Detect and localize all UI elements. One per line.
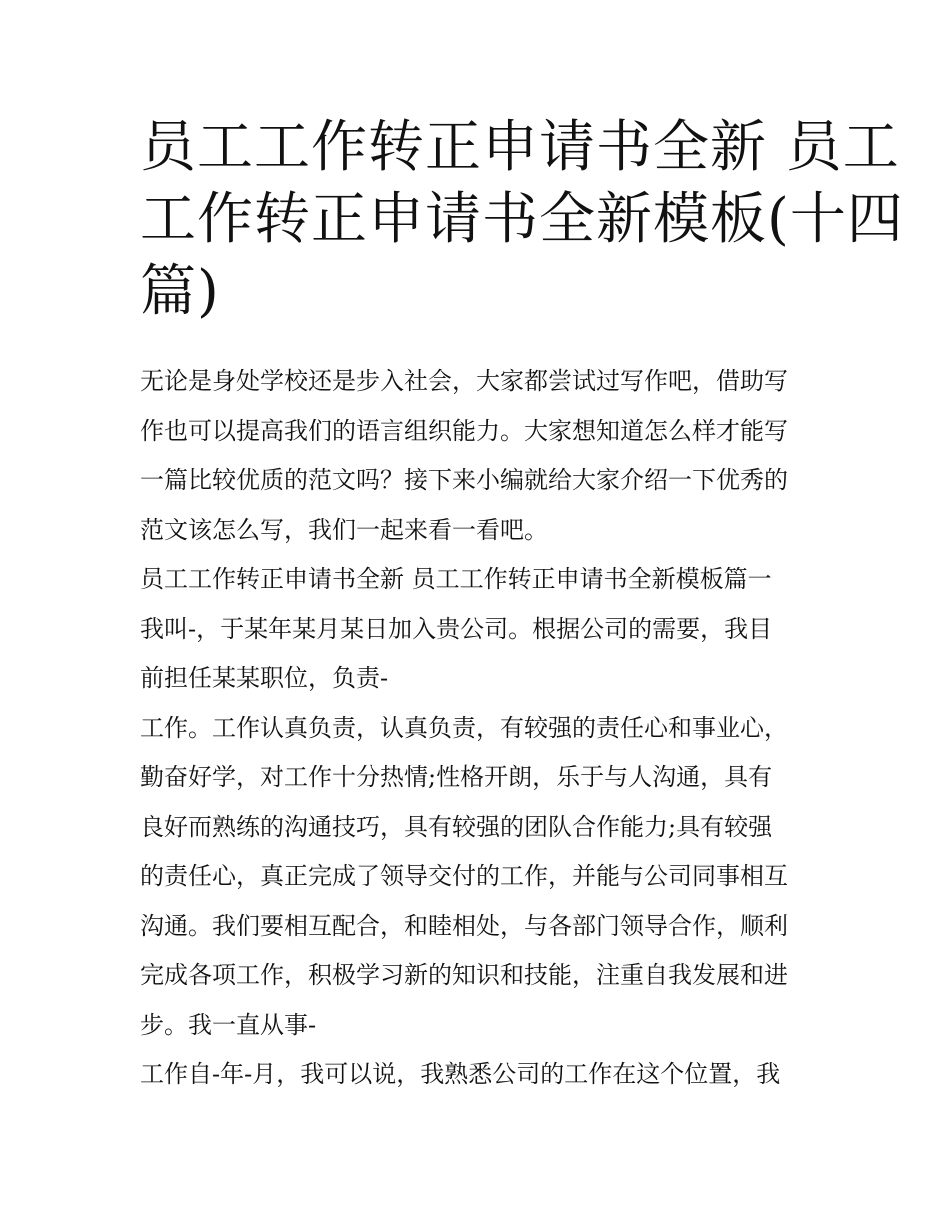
body-line: 工作自-年-月，我可以说，我熟悉公司的工作在这个位置，我	[140, 1060, 781, 1088]
body-line: 良好而熟练的沟通技巧，具有较强的团队合作能力;具有较强	[140, 812, 773, 841]
body-line: 前担任某某职位，负责-	[140, 664, 389, 692]
body-line: 一篇比较优质的范文吗？接下来小编就给大家介绍一下优秀的	[140, 466, 788, 494]
body-line: 员工工作转正申请书全新 员工工作转正申请书全新模板篇一	[140, 565, 772, 593]
title-line: 篇)	[140, 259, 220, 324]
title-line: 工作转正申请书全新模板(十四	[140, 187, 904, 252]
body-line: 完成各项工作，积极学习新的知识和技能，注重自我发展和进	[140, 961, 788, 989]
title-line: 员工工作转正申请书全新 员工	[140, 115, 900, 180]
body-line: 范文该怎么写，我们一起来看一看吧。	[140, 515, 548, 544]
body-line: 的责任心，真正完成了领导交付的工作，并能与公司同事相互	[140, 862, 788, 890]
body-line: 我叫-，于某年某月某日加入贵公司。根据公司的需要，我目	[140, 614, 773, 643]
document-title	[140, 112, 904, 328]
body-line: 作也可以提高我们的语言组织能力。大家想知道怎么样才能写	[140, 416, 788, 445]
body-line: 工作。工作认真负责，认真负责，有较强的责任心和事业心，	[140, 713, 788, 742]
body-line: 步。我一直从事-	[140, 1010, 317, 1039]
body-line: 勤奋好学，对工作十分热情;性格开朗，乐于与人沟通，具有	[140, 763, 773, 791]
body-line: 无论是身处学校还是步入社会，大家都尝试过写作吧，借助写	[140, 367, 788, 395]
document-body	[140, 357, 815, 1100]
body-line: 沟通。我们要相互配合，和睦相处，与各部门领导合作，顺利	[140, 911, 788, 940]
